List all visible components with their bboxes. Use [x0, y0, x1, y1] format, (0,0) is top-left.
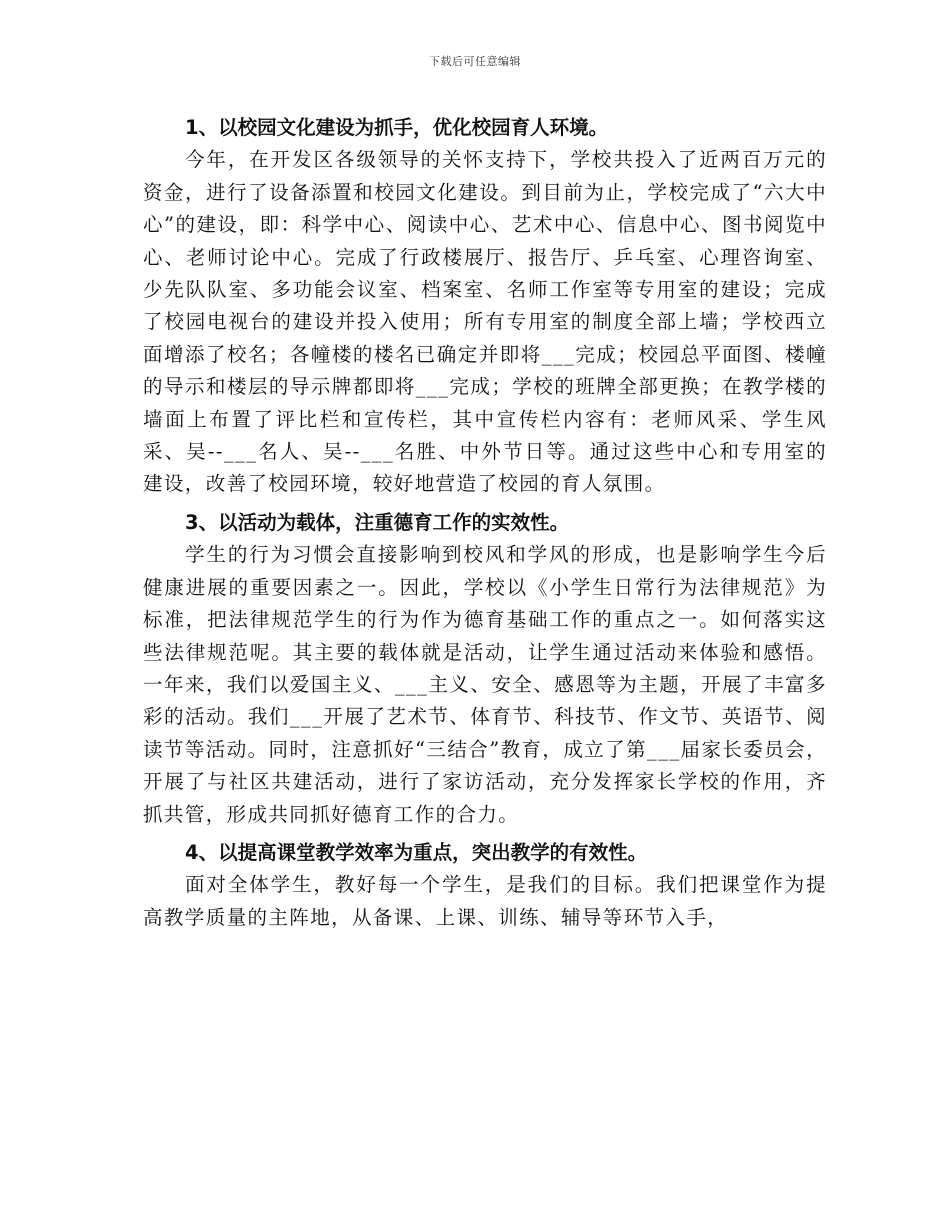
section-heading: 4、以提高课堂教学效率为重点，突出教学的有效性。 [185, 840, 648, 864]
page-header-note: 下载后可任意编辑 [429, 55, 521, 68]
document-body [143, 112, 827, 934]
section-paragraph: 今年，在开发区各级领导的关怀支持下，学校共投入了近两百万元的资金，进行了设备添置和校园文化建设。到目前为止，学校完成了“六大中心”的建设，即：科学中心、阅读中心、艺术中心、信息中心、图书阅览中心、老师讨论中心。完成了行政楼展厅、报告厅、乒乓室、心理咨询室、少先队队室、多功能会议室、档案室、名师工作室等专用室的建设；完成了校园电视台的建设并投入使用；所有专用室的制度全部上墙；学校西立面增添了校名；各幢楼的楼名已确定并即将___完成；校园总平面图、楼幢的导示和楼层的导示牌都即将___完成；学校的班牌全部更换；在教学楼的墙面上布置了评比栏和宣传栏，其中宣传栏内容有：老师风采、学生风采、吴--___名人、吴--___名胜、中外节日等。通过这些中心和专用室的建设，改善了校园环境，较好地营造了校园的育人氛围。 [143, 148, 827, 496]
section-classroom-teaching [143, 837, 827, 934]
section-paragraph: 面对全体学生，教好每一个学生，是我们的目标。我们把课堂作为提高教学质量的主阵地，从备课、上课、训练、辅导等环节入手， [143, 873, 827, 929]
section-heading: 1、以校园文化建设为抓手，优化校园育人环境。 [185, 116, 609, 139]
section-heading: 3、以活动为载体，注重德育工作的实效性。 [185, 510, 570, 534]
section-paragraph: 学生的行为习惯会直接影响到校风和学风的形成，也是影响学生今后健康进展的重要因素之一。因此，学校以《小学生日常行为法律规范》为标准，把法律规范学生的行为作为德育基础工作的重点之一。如何落实这些法律规范呢。其主要的载体就是活动，让学生通过活动来体验和感悟。一年来，我们以爱国主义、___主义、安全、感恩等为主题，开展了丰富多彩的活动。我们___开展了艺术节、体育节、科技节、作文节、英语节、阅读节等活动。同时，注意抓好“三结合”教育，成立了第___届家长委员会，开展了与社区共建活动，进行了家访活动，充分发挥家长学校的作用，齐抓共管，形成共同抓好德育工作的合力。 [143, 543, 827, 826]
section-moral-education [143, 507, 827, 831]
section-campus-culture [143, 112, 827, 501]
